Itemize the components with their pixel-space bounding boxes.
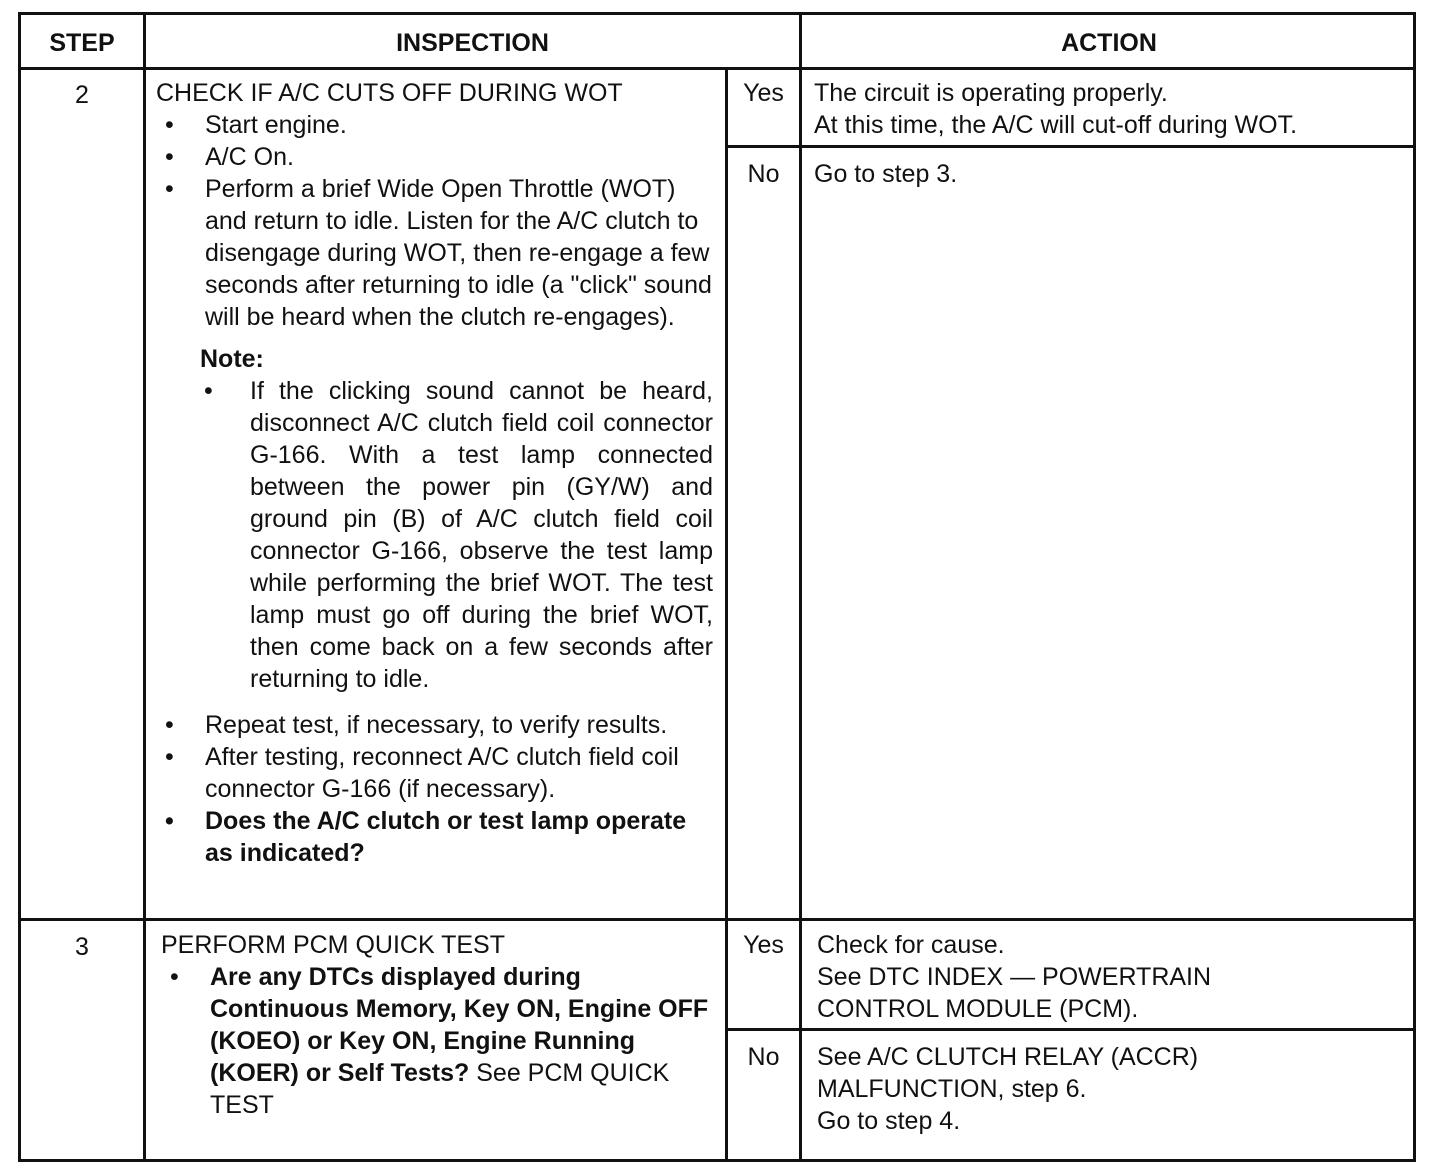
- divider-step: [143, 15, 146, 1162]
- no-label: No: [747, 1043, 780, 1071]
- inspection-title: CHECK IF A/C CUTS OFF DURING WOT: [156, 79, 623, 107]
- inspection-steps: [161, 961, 713, 1121]
- action-line: Check for cause.: [817, 931, 1005, 959]
- divider-row2-row3: [21, 918, 1416, 921]
- note-block: [200, 343, 713, 695]
- question-reference: See PCM QUICK TEST: [210, 1059, 670, 1119]
- divider-yesno: [799, 15, 802, 1162]
- no-action: [817, 1041, 1277, 1137]
- inspection-title: PERFORM PCM QUICK TEST: [161, 931, 506, 959]
- header-action: ACTION: [1061, 29, 1157, 57]
- step-number: 2: [75, 81, 89, 109]
- divider-inspection: [725, 67, 728, 1162]
- inspection-step: • A/C On.: [156, 141, 713, 173]
- note-label: Note:: [200, 345, 264, 373]
- yes-action: [814, 77, 1404, 141]
- action-line: Go to step 3.: [814, 160, 958, 188]
- step-number: 3: [75, 933, 89, 961]
- inspection-steps-after-note: [156, 709, 713, 869]
- action-line: Go to step 4.: [817, 1107, 961, 1135]
- inspection-steps: [156, 109, 713, 333]
- divider-header: [21, 67, 1416, 70]
- inspection-question: [161, 961, 713, 1121]
- action-line: At this time, the A/C will cut-off during WOT.: [814, 111, 1298, 139]
- action-line: See A/C CLUTCH RELAY (ACCR) MALFUNCTION, step 6.: [817, 1043, 1199, 1103]
- inspection-step: • After testing, reconnect A/C clutch field coil connector G-166 (if necessary).: [156, 741, 713, 805]
- inspection-step: • Repeat test, if necessary, to verify results.: [156, 709, 713, 741]
- header-inspection: INSPECTION: [396, 29, 549, 57]
- divider-row3-yes-no: [725, 1028, 1416, 1031]
- action-line: See DTC INDEX — POWERTRAIN CONTROL MODULE (PCM).: [817, 963, 1212, 1023]
- no-label: No: [747, 160, 780, 188]
- yes-label: Yes: [743, 931, 784, 959]
- header-step: STEP: [49, 29, 115, 57]
- no-action: [814, 158, 1404, 190]
- divider-row2-yes-no: [725, 145, 1416, 148]
- yes-label: Yes: [743, 79, 784, 107]
- inspection-step: • Start engine.: [156, 109, 713, 141]
- inspection-step: • Perform a brief Wide Open Throttle (WOT) and return to idle. Listen for the A/C clutch to disengage during WOT, then re-engage a few seconds after returning to idle (a "click" sound will be heard when the clutch re-engages).: [156, 173, 713, 333]
- inspection-cell: [161, 929, 713, 1121]
- yes-action: [817, 929, 1297, 1025]
- inspection-cell: [156, 77, 713, 869]
- inspection-question: • Does the A/C clutch or test lamp operate as indicated?: [156, 805, 713, 869]
- question-text: Are any DTCs displayed during Continuous Memory, Key ON, Engine OFF (KOEO) or Key ON, Engine Running (KOER) or Self Tests?: [210, 963, 709, 1087]
- note-item: • If the clicking sound cannot be heard, disconnect A/C clutch field coil connector G-166. With a test lamp connected between the power pin (GY/W) and ground pin (B) of A/C clutch field coil connector G-166, observe the test lamp while performing the brief WOT. The test lamp must go off during the brief WOT, then come back on a few seconds after returning to idle.: [200, 375, 713, 695]
- action-line: The circuit is operating properly.: [814, 79, 1168, 107]
- diagnostic-table: [18, 12, 1416, 1162]
